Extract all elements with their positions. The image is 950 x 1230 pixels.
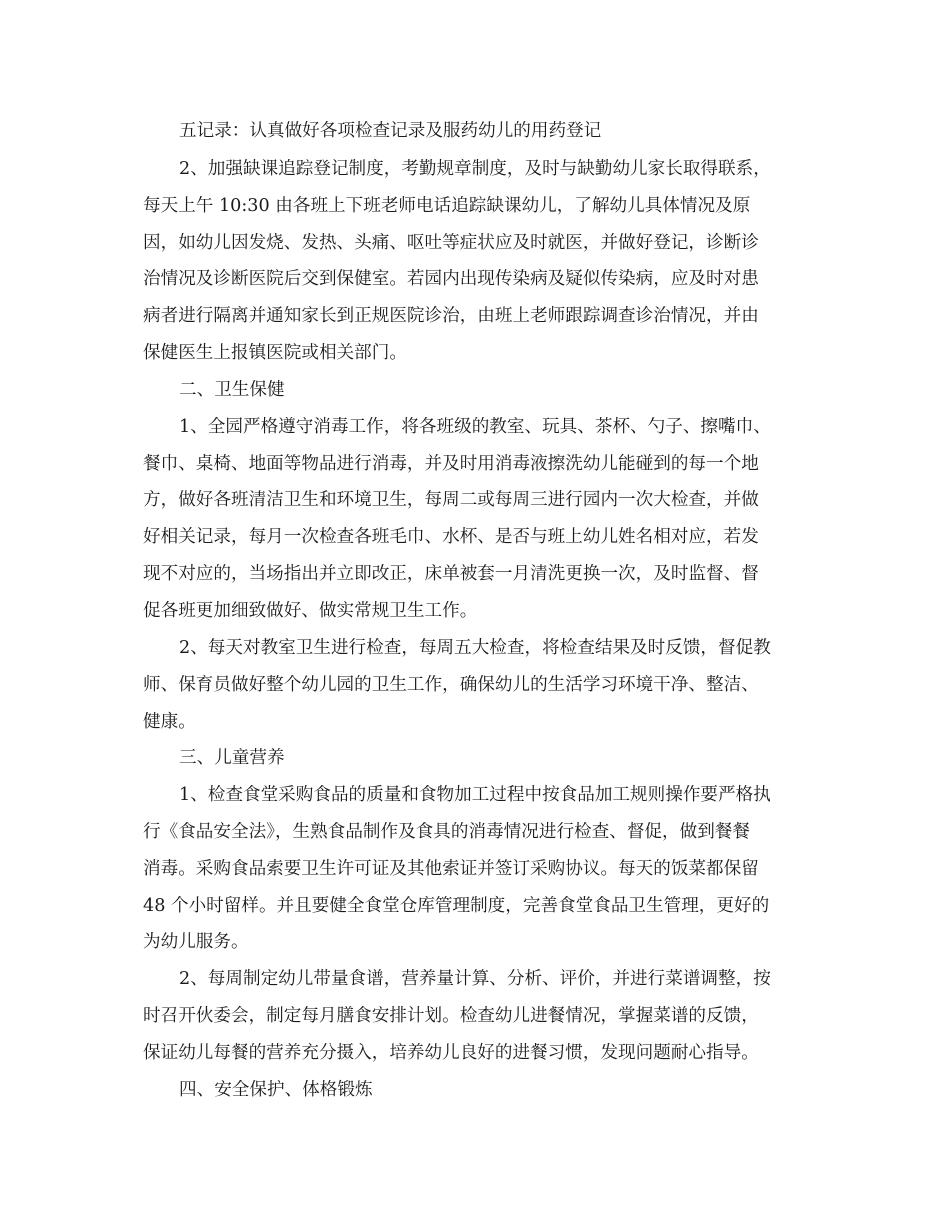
- paragraph-line: 每天上午 10:30 由各班上下班老师电话追踪缺课幼儿，了解幼儿具体情况及原: [143, 196, 751, 216]
- paragraph-line: 48 个小时留样。并且要健全食堂仓库管理制度，完善食堂食品卫生管理，更好的: [143, 896, 770, 916]
- paragraph-line: 2、每天对教室卫生进行检查，每周五大检查，将检查结果及时反馈，督促教: [179, 638, 771, 658]
- paragraph-line: 因，如幼儿因发烧、发热、头痛、呕吐等症状应及时就医，并做好登记，诊断诊: [143, 233, 759, 253]
- record-heading: 五记录：认真做好各项检查记录及服药幼儿的用药登记: [179, 121, 602, 141]
- paragraph-line: 好相关记录，每月一次检查各班毛巾、水杯、是否与班上幼儿姓名相对应，若发: [143, 527, 759, 547]
- paragraph-line: 方，做好各班清洁卫生和环境卫生，每周二或每周三进行园内一次大检查，并做: [143, 490, 759, 510]
- paragraph-line: 健康。: [143, 712, 196, 732]
- paragraph-line: 消毒。采购食品索要卫生许可证及其他索证并签订采购协议。每天的饭菜都保留: [143, 859, 759, 879]
- paragraph-line: 餐巾、桌椅、地面等物品进行消毒，并及时用消毒液擦洗幼儿能碰到的每一个地: [143, 454, 759, 474]
- paragraph-line: 师、保育员做好整个幼儿园的卫生工作，确保幼儿的生活学习环境干净、整洁、: [143, 675, 759, 695]
- section-heading-nutrition: 三、儿童营养: [179, 748, 285, 768]
- paragraph-line: 1、全园严格遵守消毒工作，将各班级的教室、玩具、茶杯、勺子、擦嘴巾、: [179, 417, 771, 437]
- paragraph-line: 现不对应的，当场指出并立即改正，床单被套一月清洗更换一次，及时监督、督: [143, 564, 759, 584]
- paragraph-line: 保证幼儿每餐的营养充分摄入，培养幼儿良好的进餐习惯，发现问题耐心指导。: [143, 1043, 759, 1063]
- paragraph-line: 治情况及诊断医院后交到保健室。若园内出现传染病及疑似传染病，应及时对患: [143, 269, 759, 289]
- paragraph-line: 2、加强缺课追踪登记制度，考勤规章制度，及时与缺勤幼儿家长取得联系，: [179, 159, 771, 179]
- paragraph-line: 促各班更加细致做好、做实常规卫生工作。: [143, 601, 478, 621]
- paragraph-line: 行《食品安全法》，生熟食品制作及食具的消毒情况进行检查、督促，做到餐餐: [143, 822, 750, 842]
- paragraph-line: 时召开伙委会，制定每月膳食安排计划。检查幼儿进餐情况，掌握菜谱的反馈，: [143, 1006, 759, 1026]
- paragraph-line: 1、检查食堂采购食品的质量和食物加工过程中按食品加工规则操作要严格执: [179, 785, 771, 805]
- paragraph-line: 病者进行隔离并通知家长到正规医院诊治，由班上老师跟踪调查诊治情况，并由: [143, 306, 759, 326]
- paragraph-line: 2、每周制定幼儿带量食谱，营养量计算、分析、评价，并进行菜谱调整，按: [179, 969, 771, 989]
- paragraph-line: 保健医生上报镇医院或相关部门。: [143, 343, 407, 363]
- section-heading-safety: 四、安全保护、体格锻炼: [179, 1080, 373, 1100]
- section-heading-hygiene: 二、卫生保健: [179, 380, 285, 400]
- paragraph-line: 为幼儿服务。: [143, 932, 249, 952]
